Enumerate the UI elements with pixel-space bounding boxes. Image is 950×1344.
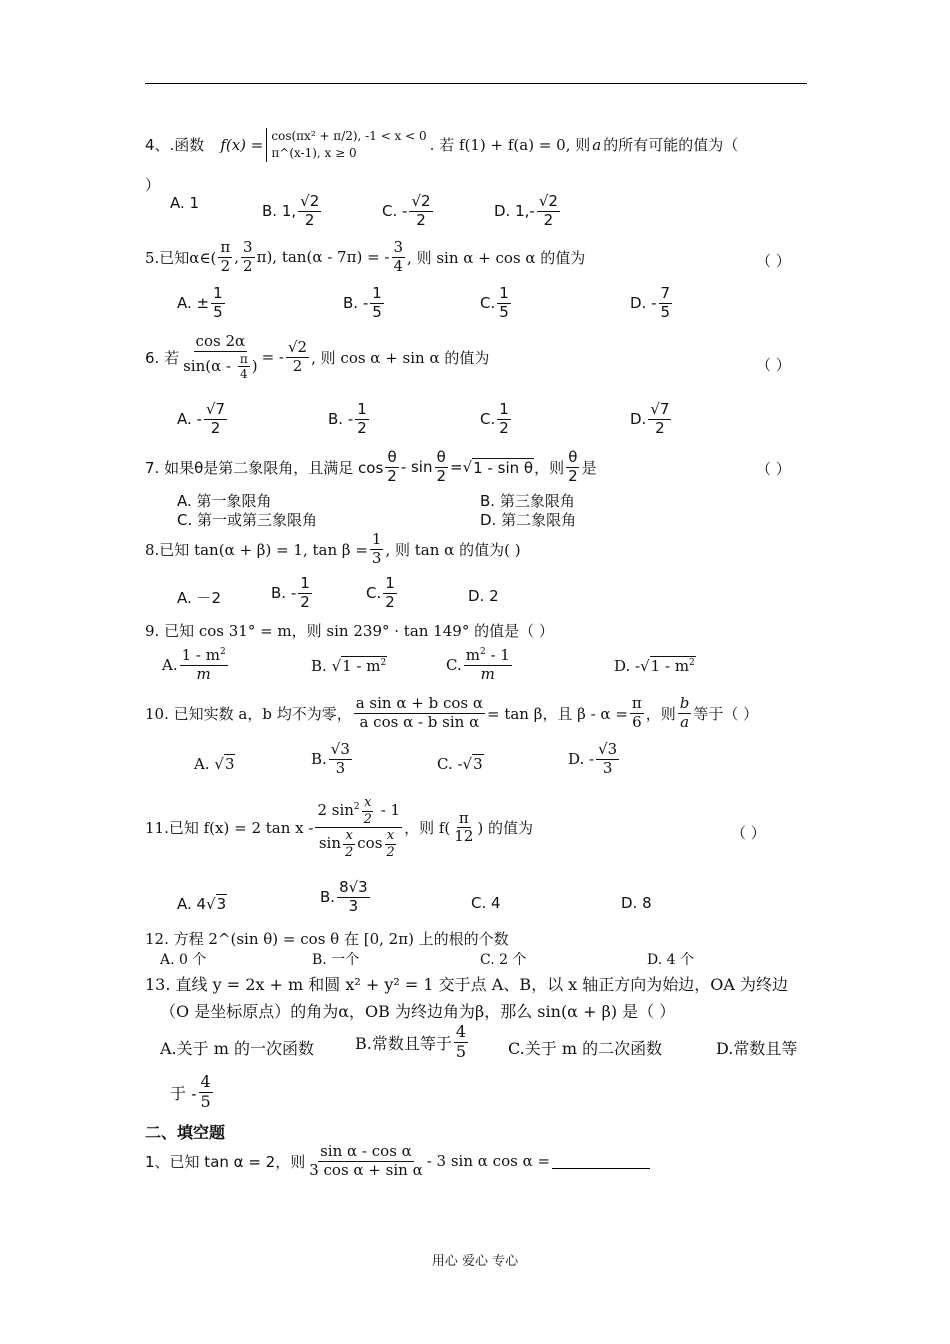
frac-den: 4: [239, 367, 248, 382]
frac: [370, 286, 384, 321]
frac-den: 2: [363, 811, 372, 827]
frac-den: 5: [499, 302, 509, 321]
frac-num: b: [679, 694, 690, 712]
frac-den: 2: [357, 418, 367, 437]
q6-option-b-label: B. -: [328, 410, 354, 429]
q5-stem-a: 5.已知α∈(: [145, 248, 217, 267]
frac-num: 4: [200, 1072, 211, 1091]
frac-num: 3: [243, 238, 253, 256]
frac-num: $m^2 - 1$: [465, 646, 510, 664]
q12-option-c: C. 2 个: [480, 952, 527, 968]
q4-tail: 的所有可能的值为（: [603, 136, 739, 155]
frac: [211, 286, 225, 321]
frac: [298, 576, 312, 611]
frac-den: 2: [220, 256, 231, 275]
frac: [355, 402, 369, 437]
sqrt: 3: [224, 755, 235, 773]
frac: [204, 402, 227, 437]
q5-stem-b: ), tan(α - 7π) = -: [266, 248, 390, 267]
q13-option-b: [355, 1024, 470, 1061]
q4-c-frac: [409, 194, 432, 229]
q5-option-d-label: D. -: [630, 294, 657, 313]
q5-option-a: [177, 286, 227, 321]
q8-stem-b: , 则 tan α 的值为( ): [385, 540, 521, 559]
question-11: [145, 796, 533, 860]
q6-tail-a: = -: [261, 348, 284, 367]
frac-num: π: [631, 694, 642, 712]
frac-num: √2: [288, 338, 308, 357]
q11-stem-c: ) 的值为: [477, 819, 533, 838]
fill1-stem-a: 1、已知 tan α = 2，则: [145, 1152, 306, 1171]
q4-func: f(x) =: [220, 135, 264, 154]
frac-den: 6: [632, 712, 642, 731]
q11-stem-a: 11.已知 f(x) = 2 tan x -: [145, 819, 314, 838]
q4-option-c: [382, 194, 435, 229]
q7-option-d: D. 第二象限角: [480, 511, 577, 529]
q7-stem-c: =: [450, 458, 463, 477]
frac: [343, 829, 355, 859]
frac: [218, 240, 232, 275]
question-6: [145, 334, 489, 381]
frac-den: 4: [393, 256, 404, 275]
section-heading-fill-blank: 二、填空题: [145, 1123, 226, 1142]
q7-paren: （ ）: [756, 460, 791, 478]
q11-option-d: D. 8: [621, 894, 652, 912]
frac: [452, 808, 475, 846]
q10-option-a-label: A.: [194, 754, 210, 773]
frac-num: 1: [357, 400, 367, 418]
q13-option-b-label: B.常数且等于: [355, 1033, 452, 1053]
q9-option-c-label: C.: [446, 656, 462, 675]
frac-den: 2: [300, 592, 310, 611]
frac: [596, 742, 619, 777]
q4-piece1: cos(πx² + π/2), -1 < x < 0: [271, 129, 427, 143]
frac: [180, 648, 228, 683]
q6-option-a: [177, 402, 229, 437]
q4-var: a: [592, 135, 602, 154]
q9-option-c: [446, 648, 514, 683]
frac-den-a: sin: [318, 834, 341, 853]
q9-option-a: [162, 648, 230, 683]
frac-den: 2: [386, 844, 395, 860]
frac-den: 3: [348, 896, 359, 915]
q5-stem-c: , 则 sin α + cos α 的值为: [407, 248, 586, 267]
q12-option-b: B. 一个: [312, 952, 360, 968]
q5-paren: （ ）: [756, 252, 791, 270]
frac: [454, 1024, 468, 1061]
q10-option-a: A. √ 3: [194, 754, 235, 773]
frac-den: m: [480, 664, 495, 683]
frac-den-text: sin(α -: [183, 356, 236, 375]
frac-den: 2: [345, 844, 354, 860]
frac: [392, 240, 406, 275]
q4-option-d: [494, 194, 562, 229]
question-10: [145, 696, 758, 731]
sqrt: $1 - m^2$: [650, 657, 695, 675]
frac-den: 2: [499, 418, 509, 437]
frac: [238, 353, 250, 381]
frac: [383, 576, 397, 611]
q8-stem-a: 8.已知 tan(α + β) = 1, tan β =: [145, 540, 368, 559]
frac-num: π: [239, 351, 248, 366]
question-8: [145, 532, 521, 567]
question-4: [145, 128, 738, 162]
frac-den: 2: [387, 466, 397, 485]
q8-option-b-label: B. -: [271, 584, 297, 603]
q4-option-d-label: D. 1,-: [494, 202, 535, 221]
q11-stem-b: ，则 f(: [404, 819, 451, 838]
answer-blank[interactable]: [552, 1154, 650, 1169]
header-rule: [145, 83, 807, 84]
frac-num: √7: [650, 400, 670, 418]
frac-num: cos 2α: [195, 332, 246, 350]
sqrt: $1 - m^2$: [342, 657, 387, 675]
q13-option-c: C.关于 m 的二次函数: [508, 1039, 663, 1058]
sqrt: 3: [473, 755, 483, 773]
frac-den: 12: [454, 827, 474, 846]
frac-num: √3: [598, 740, 618, 758]
q4-b-frac: [298, 194, 321, 229]
q9-option-d-label: D. -: [614, 656, 641, 675]
q4-d-frac: [537, 194, 560, 229]
q11-option-b-label: B.: [320, 888, 336, 907]
q13-line-2: （O 是坐标原点）的角为α，OB 为终边角为β，那么 sin(α + β) 是（ ）: [160, 1002, 676, 1021]
frac: [385, 450, 399, 485]
frac-num: x: [345, 828, 353, 844]
q8-option-c: [366, 576, 399, 611]
frac: [199, 1074, 213, 1111]
frac: [370, 532, 384, 567]
frac-den: 2: [385, 592, 395, 611]
question-7: 7. 如果θ是第二象限角，且满足 cos $\frac{\theta}{2}$ - sin $\frac{\theta}{2}$ = √ 1 - sin θ ，则 $\frac{\theta}{2}$ 是: [145, 448, 597, 485]
q6-option-d-label: D.: [630, 410, 647, 429]
q11-option-c: C. 4: [471, 894, 501, 912]
q10-stem-d: 等于（ ）: [693, 704, 759, 723]
q9-option-a-label: A.: [162, 656, 178, 675]
frac-den: 5: [200, 1091, 211, 1111]
frac-num: 8√3: [339, 878, 368, 896]
frac: [307, 1144, 425, 1179]
frac-num: 1: [371, 530, 382, 548]
q6-tail-b: , 则 cos α + sin α 的值为: [311, 348, 490, 367]
q4-option-b: [262, 194, 323, 229]
frac-num: 1: [213, 284, 223, 302]
q6-number: 6. 若: [145, 348, 180, 367]
q5-option-a-label: A. ±: [177, 294, 210, 313]
q5-option-c-label: C.: [480, 294, 496, 313]
fill-question-1: [145, 1144, 650, 1179]
q9-option-b: B. √ $1 - m^2$: [311, 656, 387, 675]
frac-den: 5: [455, 1041, 467, 1061]
q10-option-c-label: C. -: [437, 754, 463, 773]
frac-num: θ: [387, 448, 397, 466]
frac-den: [317, 828, 401, 859]
frac: [241, 240, 255, 275]
frac-den: a: [680, 712, 690, 731]
q7-option-a: A. 第一象限角: [177, 492, 272, 510]
frac: [678, 696, 692, 731]
frac-num-b: - 1: [375, 801, 401, 820]
q6-option-a-label: A. -: [177, 410, 202, 429]
q11-option-b: [320, 880, 372, 915]
q6-paren: （ ）: [756, 356, 791, 374]
frac-den: 3 cos α + sin α: [309, 1160, 423, 1179]
q11-option-a-label: A.: [177, 894, 192, 913]
q10-option-b: [311, 742, 354, 777]
frac-den: 2: [655, 418, 665, 437]
frac-num: x: [364, 795, 372, 810]
q10-option-d-label: D. -: [568, 750, 595, 769]
q6-frac: [181, 334, 260, 381]
frac-num: 1: [372, 284, 382, 302]
frac-num: √7: [205, 400, 226, 418]
frac: [354, 696, 485, 731]
q4-option-a: [170, 194, 199, 212]
frac-den: 2: [543, 210, 554, 229]
q7-stem-e: ，则: [534, 458, 565, 477]
frac: [384, 829, 396, 859]
q11-frac: [315, 796, 402, 860]
q4-option-a-label: A. 1: [170, 194, 200, 212]
frac-den: 2: [436, 466, 447, 485]
frac-num: √2: [538, 192, 558, 210]
frac-den: 2: [292, 356, 303, 375]
frac: [337, 880, 370, 915]
frac: [566, 450, 580, 485]
sqrt: 3: [216, 895, 227, 913]
frac: [497, 402, 511, 437]
q6-option-c-label: C.: [480, 410, 496, 429]
question-9: 9. 已知 cos 31° = m，则 sin 239° · tan 149° 的值是（ ）: [145, 622, 554, 640]
frac-num: π: [458, 808, 469, 827]
frac-den: 2: [568, 466, 578, 485]
frac-den: a cos α - b sin α: [359, 712, 480, 731]
q13-option-d: D.常数且等: [716, 1039, 798, 1058]
frac: [362, 796, 374, 826]
frac-den: 5: [372, 302, 382, 321]
frac-num: 7: [660, 284, 671, 302]
q8-option-a: A. －2: [177, 589, 222, 607]
frac-den: 5: [660, 302, 671, 321]
q8-option-d: D. 2: [468, 587, 499, 605]
frac-num: θ: [436, 448, 446, 466]
q11-option-a: A. 4√ 3: [177, 894, 227, 913]
q4-close-paren: ）: [145, 176, 161, 194]
q4-piecewise: [266, 128, 426, 162]
q8-option-c-label: C.: [366, 584, 382, 603]
q10-option-c: C. - √ 3: [437, 754, 483, 773]
q4-number: 4、.函数: [145, 136, 205, 155]
frac: [286, 340, 309, 375]
frac-num: 2 $\sin^2$ $\frac{x}{2}$ - 1: [317, 795, 401, 827]
frac-num: π: [220, 238, 231, 256]
frac-den-b: cos: [357, 834, 383, 853]
frac: [659, 286, 673, 321]
q10-stem-c: ，则: [645, 704, 676, 723]
q9-option-d: D. - √ $1 - m^2$: [614, 656, 695, 675]
q7-sqrt: 1 - sin θ: [473, 458, 534, 477]
frac-den: sin(α - $\frac{\pi}{4}$ ): [183, 351, 258, 382]
frac-den: 3: [335, 758, 346, 777]
fill1-stem-b: - 3 sin α cos α =: [426, 1152, 551, 1171]
question-5: 5.已知α∈( $\frac{\pi}{2}$ , $\frac{3}{2}$ π ), tan(α - 7π) = - $\frac{3}{4}$ , 则 sin α + cos α 的值为: [145, 238, 586, 275]
frac-den: 2: [304, 210, 315, 229]
q13-option-d-cont-label: 于 -: [170, 1083, 197, 1103]
q12-option-d: D. 4 个: [647, 952, 694, 968]
frac-num: a sin α + b cos α: [355, 694, 483, 712]
q12-option-a: A. 0 个: [160, 952, 207, 968]
q10-option-b-label: B.: [311, 750, 327, 769]
q6-option-b: [328, 402, 371, 437]
q7-option-c: C. 第一或第三象限角: [177, 511, 318, 529]
question-12: 12. 方程 2^(sin θ) = cos θ 在 [0, 2π) 上的根的个数: [145, 930, 509, 948]
frac-num: x: [386, 828, 395, 844]
frac: [329, 742, 352, 777]
q7-stem-b: - sin: [400, 458, 433, 477]
frac-den: 3: [371, 548, 382, 567]
frac-num: $1 - m^2$: [181, 646, 226, 664]
q7-stem-a: 7. 如果θ是第二象限角，且满足 cos: [145, 458, 384, 477]
frac-den: 3: [602, 758, 613, 777]
q5-option-b: [343, 286, 386, 321]
frac-den: 2: [416, 210, 426, 229]
q4-option-b-label: B. 1,: [262, 202, 297, 221]
frac-num: 1: [300, 574, 310, 592]
q11-paren: （ ）: [731, 824, 766, 842]
frac-num: sin α - cos α: [320, 1142, 412, 1160]
frac-num: √2: [300, 192, 320, 210]
frac-num-a: 2 sin: [317, 801, 354, 820]
q6-option-c: [480, 402, 513, 437]
q6-option-d: [630, 402, 673, 437]
q10-stem-b: = tan β，且 β - α =: [486, 704, 628, 723]
frac-num: 4: [455, 1022, 467, 1041]
frac-den: 5: [213, 302, 223, 321]
q5-option-c: [480, 286, 513, 321]
frac: [497, 286, 511, 321]
frac: [434, 450, 448, 485]
frac-num: 1: [499, 284, 509, 302]
q9-option-b-label: B.: [311, 656, 327, 675]
frac-num: √3: [330, 740, 350, 758]
frac-den: m: [196, 664, 211, 683]
q7-stem-f: 是: [581, 458, 597, 477]
frac: [630, 696, 644, 731]
q4-option-c-label: C. -: [382, 202, 408, 221]
frac-den: 2: [210, 418, 221, 437]
frac-num: θ: [568, 448, 578, 466]
page-footer: 用心 爱心 专心: [431, 1254, 519, 1269]
frac: [648, 402, 671, 437]
q8-option-b: [271, 576, 314, 611]
q13-option-d-cont: [170, 1074, 215, 1111]
frac-num: 1: [385, 574, 395, 592]
q5-option-b-label: B. -: [343, 294, 369, 313]
q13-line-1: 13. 直线 y = 2x + m 和圆 x² + y² = 1 交于点 A、B，以 x 轴正方向为始边，OA 为终边: [145, 975, 789, 994]
q7-option-b: B. 第三象限角: [480, 492, 575, 510]
frac-num: 1: [499, 400, 509, 418]
frac-den: 2: [243, 256, 253, 275]
frac: [464, 648, 512, 683]
q4-condition: . 若 f(1) + f(a) = 0, 则: [429, 136, 591, 155]
q5-option-d: [630, 286, 674, 321]
frac-num: 3: [393, 238, 404, 256]
q10-option-d: [568, 742, 621, 777]
frac-num: √2: [411, 192, 431, 210]
q13-option-a: A.关于 m 的一次函数: [160, 1039, 314, 1058]
q10-stem-a: 10. 已知实数 a，b 均不为零，: [145, 704, 352, 723]
q4-piece2: π^(x-1), x ≥ 0: [271, 145, 357, 160]
